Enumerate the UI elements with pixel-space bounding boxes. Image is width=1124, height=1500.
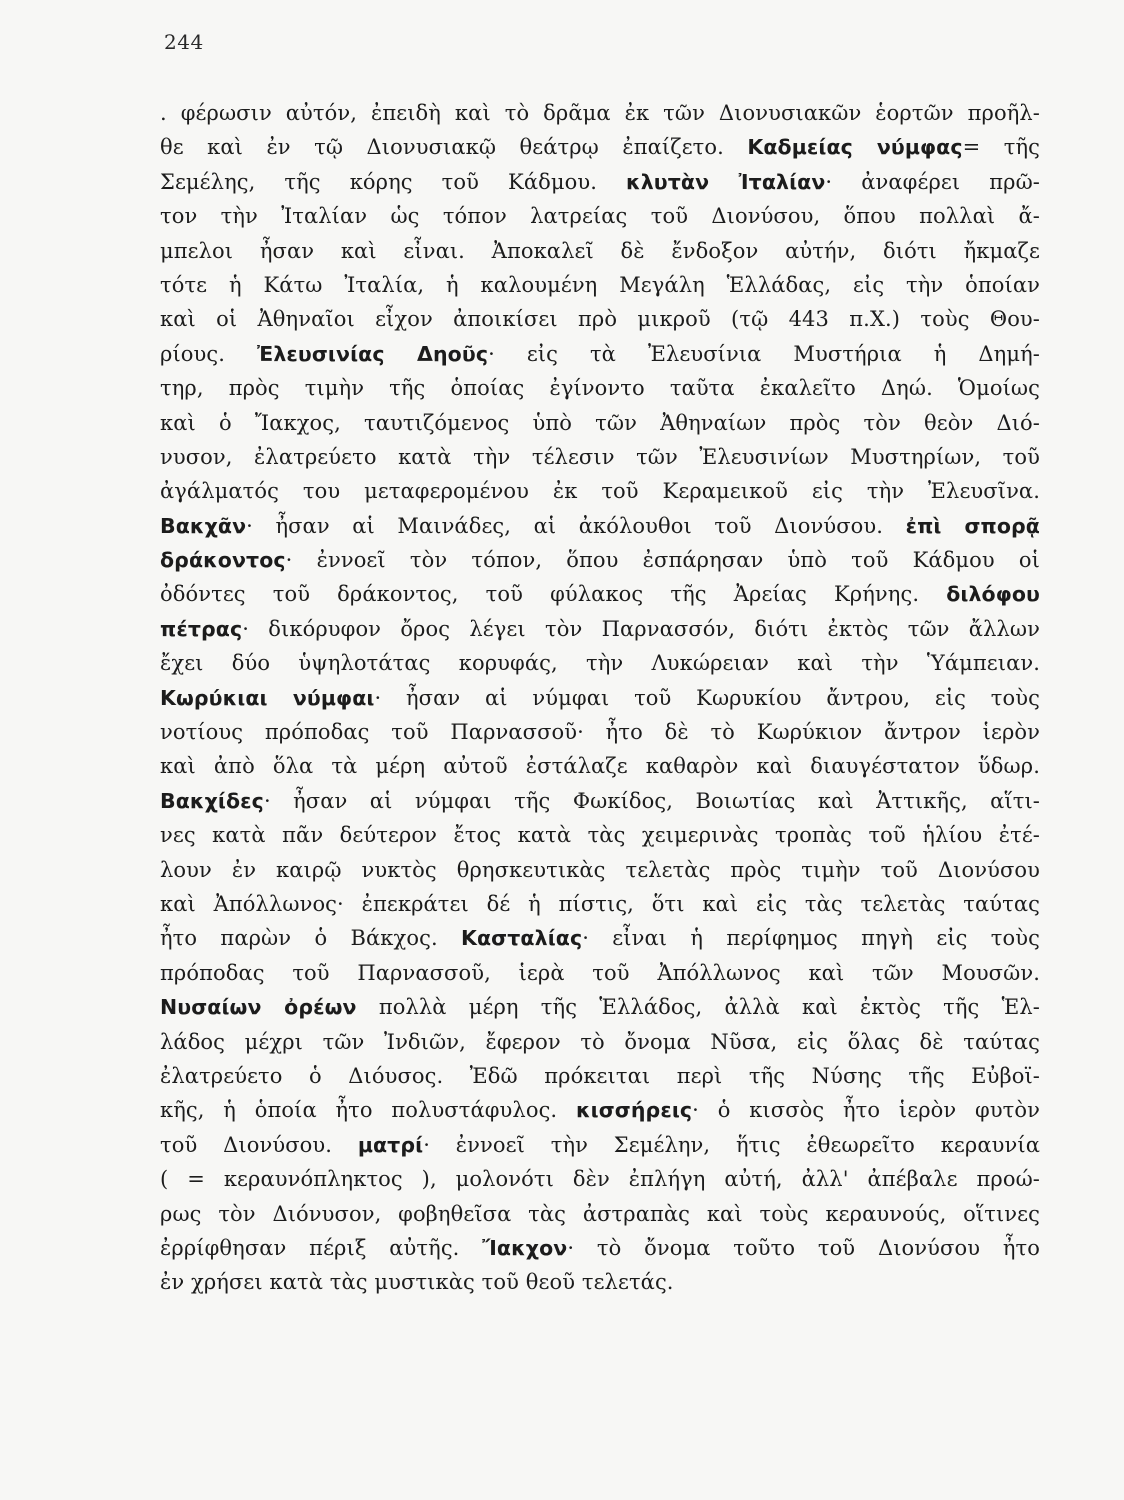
line-text: ρίους. xyxy=(160,341,257,366)
text-line xyxy=(160,543,1040,577)
text-line xyxy=(160,96,1040,130)
line-text: ὀδόντες τοῦ δράκοντος, τοῦ φύλακος τῆς Ἀρείας Κρήνης. xyxy=(160,582,947,607)
line-text: τον τὴν Ἰταλίαν ὡς τόπον λατρείας τοῦ Διονύσου, ὅπου πολλαὶ ἄ- xyxy=(160,204,1040,229)
commentary-text xyxy=(160,96,1040,1300)
text-lines xyxy=(160,96,1040,1300)
lemma-term: Ἐλευσινίας Δηοῦς xyxy=(257,341,489,366)
line-text: καὶ Ἀπόλλωνος· ἐπεκράτει δέ ἡ πίστις, ὅτι καὶ εἰς τὰς τελετὰς ταύτας xyxy=(160,891,1040,916)
line-text: · ἐννοεῖ τὸν τόπον, ὅπου ἐσπάρησαν ὑπὸ τοῦ Κάδμου οἱ xyxy=(285,548,1040,573)
line-text: · ἦσαν αἱ νύμφαι τῆς Φωκίδος, Βοιωτίας καὶ Ἀττικῆς, αἵτι- xyxy=(263,788,1040,813)
line-text: τηρ, πρὸς τιμὴν τῆς ὁποίας ἐγίνοντο ταῦτα ἐκαλεῖτο Δηώ. Ὁμοίως xyxy=(160,376,1040,401)
text-line xyxy=(160,715,1040,749)
line-text: · ἀναφέρει πρῶ- xyxy=(825,169,1040,194)
line-text: ἐν χρήσει κατὰ τὰς μυστικὰς τοῦ θεοῦ τελετάς. xyxy=(160,1270,674,1295)
line-text: νες κατὰ πᾶν δεύτερον ἔτος κατὰ τὰς χειμερινὰς τροπὰς τοῦ ἡλίου ἐτέ- xyxy=(160,823,1040,848)
text-line xyxy=(160,440,1040,474)
text-line xyxy=(160,509,1040,543)
line-text: τοῦ Διονύσου. xyxy=(160,1132,358,1157)
text-line xyxy=(160,681,1040,715)
line-text: ἀγάλματός του μεταφερομένου ἐκ τοῦ Κεραμεικοῦ εἰς τὴν Ἐλευσῖνα. xyxy=(160,479,1040,504)
text-line xyxy=(160,1128,1040,1162)
text-line xyxy=(160,990,1040,1024)
line-text: ( = κεραυνόπληκτος ), μολονότι δὲν ἐπλήγη αὐτή, ἀλλ' ἀπέβαλε προώ- xyxy=(160,1167,1040,1192)
lemma-term: κισσήρεις xyxy=(575,1098,693,1123)
line-text: · ἦσαν αἱ νύμφαι τοῦ Κωρυκίου ἄντρου, εἰς τοὺς xyxy=(374,685,1040,710)
text-line xyxy=(160,268,1040,302)
lemma-term: δράκοντος xyxy=(160,548,286,573)
text-line xyxy=(160,199,1040,233)
line-text: θε καὶ ἐν τῷ Διονυσιακῷ θεάτρῳ ἐπαίζετο. xyxy=(160,135,748,160)
line-text: τότε ἡ Κάτω Ἰταλία, ἡ καλουμένη Μεγάλη Ἑλλάδας, εἰς τὴν ὁποίαν xyxy=(160,272,1040,297)
text-line xyxy=(160,818,1040,852)
line-text: λουν ἐν καιρῷ νυκτὸς θρησκευτικὰς τελετὰς πρὸς τιμὴν τοῦ Διονύσου xyxy=(160,857,1040,882)
line-text: μπελοι ἦσαν καὶ εἶναι. Ἀποκαλεῖ δὲ ἔνδοξον αὐτήν, διότι ἤκμαζε xyxy=(160,238,1040,263)
text-line xyxy=(160,130,1040,164)
lemma-term: Κωρύκιαι νύμφαι xyxy=(160,685,375,710)
lemma-term: κλυτὰν Ἰταλίαν xyxy=(626,169,826,194)
text-line xyxy=(160,474,1040,508)
text-line xyxy=(160,749,1040,783)
text-line xyxy=(160,165,1040,199)
text-line xyxy=(160,371,1040,405)
line-text: καὶ ὁ Ἴακχος, ταυτιζόμενος ὑπὸ τῶν Ἀθηναίων πρὸς τὸν θεὸν Διό- xyxy=(160,410,1040,435)
text-line xyxy=(160,921,1040,955)
line-text: κῆς, ἡ ὁποία ἦτο πολυστάφυλος. xyxy=(160,1098,576,1123)
line-text: · ἐννοεῖ τὴν Σεμέλην, ἥτις ἐθεωρεῖτο κεραυνία xyxy=(423,1132,1040,1157)
line-text: · τὸ ὄνομα τοῦτο τοῦ Διονύσου ἦτο xyxy=(567,1235,1040,1260)
lemma-term: πέτρας xyxy=(160,616,243,641)
text-line xyxy=(160,234,1040,268)
line-text: = τῆς xyxy=(962,135,1040,160)
line-text: · εἶναι ἡ περίφημος πηγὴ εἰς τοὺς xyxy=(582,926,1040,951)
line-text: · εἰς τὰ Ἐλευσίνια Μυστήρια ἡ Δημή- xyxy=(488,341,1040,366)
text-line xyxy=(160,302,1040,336)
lemma-term: Νυσαίων ὀρέων xyxy=(160,995,357,1020)
lemma-term: διλόφου xyxy=(946,582,1040,607)
line-text: ἐλατρεύετο ὁ Διόυσος. Ἐδῶ πρόκειται περὶ τῆς Νύσης τῆς Εὐβοϊ- xyxy=(160,1063,1040,1088)
text-line xyxy=(160,612,1040,646)
lemma-term: ἐπὶ σπορᾷ xyxy=(905,513,1040,538)
page-number: 244 xyxy=(164,30,204,54)
line-text: ἔχει δύο ὑψηλοτάτας κορυφάς, τὴν Λυκώρειαν καὶ τὴν Ὑάμπειαν. xyxy=(160,651,1040,676)
text-line xyxy=(160,646,1040,680)
line-text: · ὁ κισσὸς ἦτο ἱερὸν φυτὸν xyxy=(692,1098,1040,1123)
lemma-term: Κασταλίας xyxy=(461,926,583,951)
text-line xyxy=(160,406,1040,440)
text-line xyxy=(160,577,1040,611)
lemma-term: ματρί xyxy=(357,1132,424,1157)
line-text: ἐρρίφθησαν πέριξ αὐτῆς. xyxy=(160,1235,483,1260)
text-line xyxy=(160,1025,1040,1059)
line-text: · δικόρυφον ὄρος λέγει τὸν Παρνασσόν, διότι ἐκτὸς τῶν ἄλλων xyxy=(242,616,1040,641)
line-text: νοτίους πρόποδας τοῦ Παρνασσοῦ· ἦτο δὲ τὸ Κωρύκιον ἄντρον ἱερὸν xyxy=(160,720,1040,745)
line-text: καὶ ἀπὸ ὅλα τὰ μέρη αὐτοῦ ἐστάλαζε καθαρὸν καὶ διαυγέστατον ὕδωρ. xyxy=(160,754,1040,779)
line-text: πρόποδας τοῦ Παρνασσοῦ, ἱερὰ τοῦ Ἀπόλλωνος καὶ τῶν Μουσῶν. xyxy=(160,960,1040,985)
line-text: νυσον, ἐλατρεύετο κατὰ τὴν τέλεσιν τῶν Ἐλευσινίων Μυστηρίων, τοῦ xyxy=(160,444,1040,469)
text-line xyxy=(160,956,1040,990)
line-text: · ἦσαν αἱ Μαινάδες, αἱ ἀκόλουθοι τοῦ Διονύσου. xyxy=(246,513,906,538)
lemma-term: Βακχίδες xyxy=(160,788,264,813)
text-line xyxy=(160,1162,1040,1196)
text-line xyxy=(160,853,1040,887)
text-line xyxy=(160,337,1040,371)
line-text: . φέρωσιν αὐτόν, ἐπειδὴ καὶ τὸ δρᾶμα ἐκ τῶν Διονυσιακῶν ἑορτῶν προῆλ- xyxy=(160,101,1040,125)
line-text: Σεμέλης, τῆς κόρης τοῦ Κάδμου. xyxy=(160,169,627,194)
lemma-term: Ἴακχον xyxy=(482,1235,568,1260)
text-line xyxy=(160,784,1040,818)
line-text: ρως τὸν Διόνυσον, φοβηθεῖσα τὰς ἀστραπὰς καὶ τοὺς κεραυνούς, οἵτινες xyxy=(160,1201,1040,1226)
line-text: καὶ οἱ Ἀθηναῖοι εἶχον ἀποικίσει πρὸ μικροῦ (τῷ 443 π.Χ.) τοὺς Θου- xyxy=(160,307,1040,332)
line-text: λάδος μέχρι τῶν Ἰνδιῶν, ἔφερον τὸ ὄνομα Νῦσα, εἰς ὅλας δὲ ταύτας xyxy=(160,1029,1040,1054)
text-line xyxy=(160,887,1040,921)
line-text: ἦτο παρὼν ὁ Βάκχος. xyxy=(160,926,462,951)
text-line xyxy=(160,1231,1040,1265)
lemma-term: Καδμείας νύμφας xyxy=(747,135,963,160)
text-line xyxy=(160,1265,1040,1299)
lemma-term: Βακχᾶν xyxy=(160,513,247,538)
text-line xyxy=(160,1197,1040,1231)
text-line xyxy=(160,1093,1040,1127)
text-line xyxy=(160,1059,1040,1093)
line-text: πολλὰ μέρη τῆς Ἑλλάδος, ἀλλὰ καὶ ἐκτὸς τῆς Ἑλ- xyxy=(356,995,1040,1020)
